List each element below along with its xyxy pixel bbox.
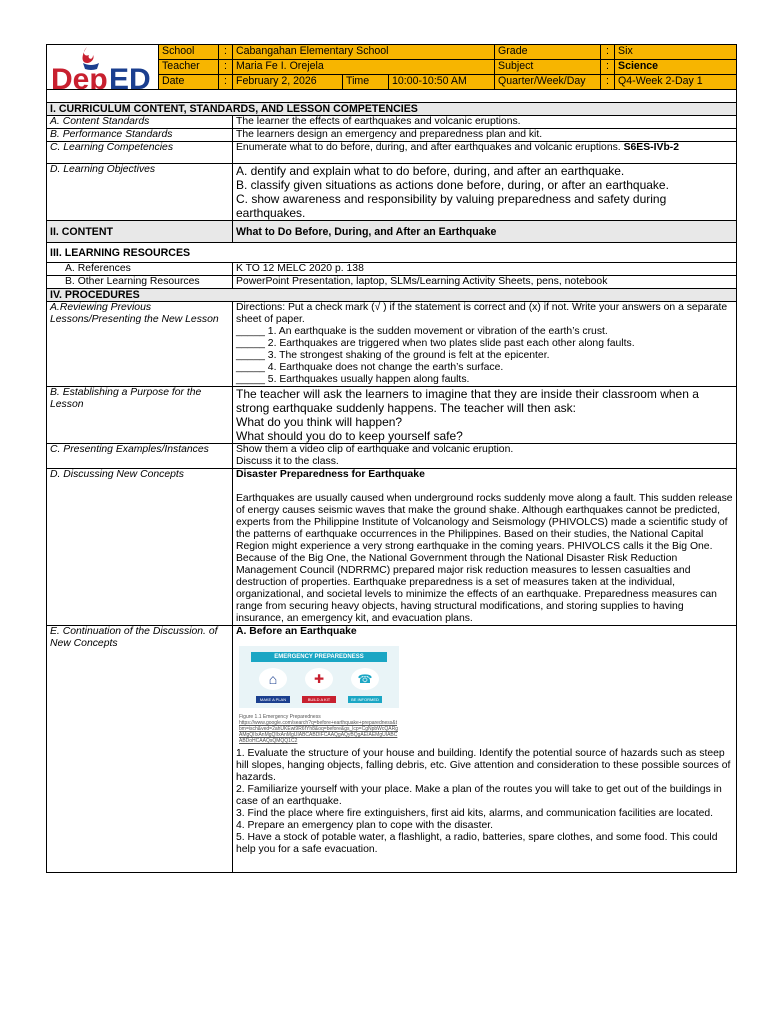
- logo-text-ed: ED: [109, 63, 151, 96]
- before-item-1: 1. Evaluate the structure of your house and building. Identify the potential source of hazards such as steep hill slopes, hanging objects, falling debris, etc. Give attention and consideration to these possible sources of hazards.: [236, 748, 731, 783]
- figure-banner: EMERGENCY PREPAREDNESS: [251, 652, 387, 662]
- examples-line-2: Discuss it to the class.: [236, 456, 339, 467]
- review-item-1: _____ 1. An earthquake is the sudden movement or vibration of the earth’s crust.: [236, 326, 608, 337]
- continuation-title: A. Before an Earthquake: [236, 626, 357, 637]
- learning-objectives-label: D. Learning Objectives: [47, 164, 233, 221]
- school-value: Cabangahan Elementary School: [233, 45, 495, 60]
- before-item-3: 3. Find the place where fire extinguishers, first aid kits, alarms, and communication facilities are located.: [236, 808, 714, 819]
- school-label: School: [159, 45, 219, 60]
- competency-code: S6ES-IVb-2: [623, 142, 680, 153]
- performance-standards-value: The learners design an emergency and preparedness plan and kit.: [233, 129, 737, 142]
- quarter-week-day-value: Q4-Week 2-Day 1: [615, 75, 737, 90]
- learning-objectives-cell: [233, 164, 737, 221]
- colon: :: [219, 60, 233, 75]
- grade-value: Six: [615, 45, 737, 60]
- logo-spacer: [47, 90, 737, 103]
- before-item-5: 5. Have a stock of potable water, a flashlight, a radio, batteries, spare clothes, and some food. This could help you for a safe evacuation.: [236, 832, 718, 855]
- review-item-4: _____ 4. Earthquake does not change the earth’s surface.: [236, 362, 504, 373]
- phone-icon: ☎: [351, 668, 379, 690]
- purpose-question-1: What do you think will happen?: [236, 415, 403, 429]
- discussing-label: D. Discussing New Concepts: [47, 469, 233, 626]
- purpose-label: B. Establishing a Purpose for the Lesson: [47, 387, 233, 444]
- objective-c: C. show awareness and responsibility by valuing preparedness and safety during earthquakes.: [236, 192, 667, 220]
- lesson-plan-sheet: [46, 44, 736, 873]
- continuation-cell: [233, 626, 737, 873]
- section-3-title: III. LEARNING RESOURCES: [47, 243, 737, 263]
- date-label: Date: [159, 75, 219, 90]
- time-label: Time: [343, 75, 389, 90]
- performance-standards-label: B. Performance Standards: [47, 129, 233, 142]
- colon: :: [601, 75, 615, 90]
- reviewing-cell: [233, 302, 737, 387]
- time-value: 10:00-10:50 AM: [389, 75, 495, 90]
- learning-competencies-cell: [233, 142, 737, 164]
- grade-label: Grade: [495, 45, 601, 60]
- colon: :: [601, 60, 615, 75]
- review-item-2: _____ 2. Earthquakes are triggered when two plates slide past each other along faults.: [236, 338, 635, 349]
- colon: :: [219, 45, 233, 60]
- section-1-title: I. CURRICULUM CONTENT, STANDARDS, AND LESSON COMPETENCIES: [47, 103, 737, 116]
- purpose-question-2: What should you do to keep yourself safe?: [236, 429, 463, 443]
- emergency-preparedness-figure: [239, 646, 399, 708]
- teacher-value: Maria Fe I. Orejela: [233, 60, 495, 75]
- content-standards-value: The learner the effects of earthquakes and volcanic eruptions.: [233, 116, 737, 129]
- learning-competencies-value: Enumerate what to do before, during, and after earthquakes and volcanic eruptions.: [236, 142, 621, 153]
- content-title: What to Do Before, During, and After an Earthquake: [233, 221, 737, 243]
- objective-a: A. dentify and explain what to do before, during, and after an earthquake.: [236, 164, 625, 178]
- discussing-title: Disaster Preparedness for Earthquake: [236, 469, 425, 480]
- figure-caption: Figure 1.1 Emergency Preparedness https://www.google.com/search?q=before+earthquake+preparedness&tbm=isch&ved=2ahUKEwi9R6fYh8&oq=before&gs_lcp=CgNpbWcQARgAMgQIIxAnMgQIIxAnMgUIABCABDIFCAAQgAQyBQgAEIAEMgUIABCABDoHCAAQsQMQQ1C2: [239, 714, 398, 744]
- purpose-intro: The teacher will ask the learners to imagine that they are inside their classroom when a strong earthquake suddenly happens. The teacher will then ask:: [236, 387, 699, 415]
- references-label: A. References: [47, 263, 233, 276]
- learning-competencies-label: C. Learning Competencies: [47, 142, 233, 164]
- before-item-4: 4. Prepare an emergency plan to cope with the disaster.: [236, 820, 494, 831]
- lesson-plan-table: [46, 44, 737, 873]
- examples-cell: [233, 444, 737, 469]
- section-4-title: IV. PROCEDURES: [47, 289, 737, 302]
- figure-label-kit: BUILD A KIT: [302, 696, 336, 703]
- examples-label: C. Presenting Examples/Instances: [47, 444, 233, 469]
- review-item-3: _____ 3. The strongest shaking of the ground is felt at the epicenter.: [236, 350, 550, 361]
- discussing-cell: [233, 469, 737, 626]
- continuation-label: E. Continuation of the Discussion. of New Concepts: [47, 626, 233, 873]
- figure-label-informed: BE INFORMED: [348, 696, 382, 703]
- reviewing-label: A.Reviewing Previous Lessons/Presenting the New Lesson: [47, 302, 233, 387]
- first-aid-kit-icon: ✚: [305, 668, 333, 690]
- date-value: February 2, 2026: [233, 75, 343, 90]
- deped-logo: [47, 45, 159, 100]
- reviewing-directions: Directions: Put a check mark (√ ) if the statement is correct and (x) if not. Write your answers on a separate sheet of paper.: [236, 302, 728, 325]
- other-resources-label: B. Other Learning Resources: [47, 276, 233, 289]
- house-icon: ⌂: [259, 668, 287, 690]
- deped-logo-icon: Dep ED DEPARTMENT OF EDUCATION: [47, 45, 159, 90]
- colon: :: [601, 45, 615, 60]
- section-2-title: II. CONTENT: [47, 221, 233, 243]
- objective-b: B. classify given situations as actions done before, during, or after an earthquake.: [236, 178, 669, 192]
- examples-line-1: Show them a video clip of earthquake and volcanic eruption.: [236, 444, 514, 455]
- colon: :: [219, 75, 233, 90]
- review-item-5: _____ 5. Earthquakes usually happen along faults.: [236, 374, 470, 385]
- content-standards-label: A. Content Standards: [47, 116, 233, 129]
- discussing-body: Earthquakes are usually caused when underground rocks suddenly move along a fault. This sudden release of energy causes seismic waves that make the ground shake. Although earthquakes cannot be predicted, experts from the Philippine Institute of Volcanology and Seismology (PHIVOLCS) made a scientific study of the patterns of earthquake occurrences in the Philippines. Based on their studies, the National Capital Region might experience a very strong earthquake in the coming years. PHIVOLCS calls it the Big One. Because of the Big One, the National Government through the National Disaster Risk Reduction Management Council (NDRRMC) prepared major risk reduction measures to lessen casualties and destruction of properties. Earthquake preparedness is a set of measures taken at the individual, organizational, and societal levels to minimize the effects of an earthquake. Preparedness measures can range from securing heavy objects, having structural modifications, and storing supplies to having insurance, an emergency kit, and evacuation plans.: [236, 493, 733, 624]
- other-resources-value: PowerPoint Presentation, laptop, SLMs/Learning Activity Sheets, pens, notebook: [233, 276, 737, 289]
- figure-label-plan: MAKE A PLAN: [256, 696, 290, 703]
- before-item-2: 2. Familiarize yourself with your place. Make a plan of the routes you will take to get out of the buildings in case of an earthquake.: [236, 784, 722, 807]
- purpose-cell: [233, 387, 737, 444]
- references-value: K TO 12 MELC 2020 p. 138: [233, 263, 737, 276]
- subject-label: Subject: [495, 60, 601, 75]
- quarter-week-day-label: Quarter/Week/Day: [495, 75, 601, 90]
- teacher-label: Teacher: [159, 60, 219, 75]
- logo-text-dep: Dep: [51, 63, 108, 96]
- figure-link[interactable]: https://www.google.com/search?q=before+earthquake+preparedness&tbm=isch&ved=2ahUKEwi9R6fYh8&oq=before&gs_lcp=CgNpbWcQARgAMgQIIxAnMgQIIxAnMgUIABCABDIFCAAQgAQyBQgAEIAEMgUIABCABDoHCAAQsQMQQ1C2: [239, 720, 398, 744]
- subject-value: Science: [615, 60, 737, 75]
